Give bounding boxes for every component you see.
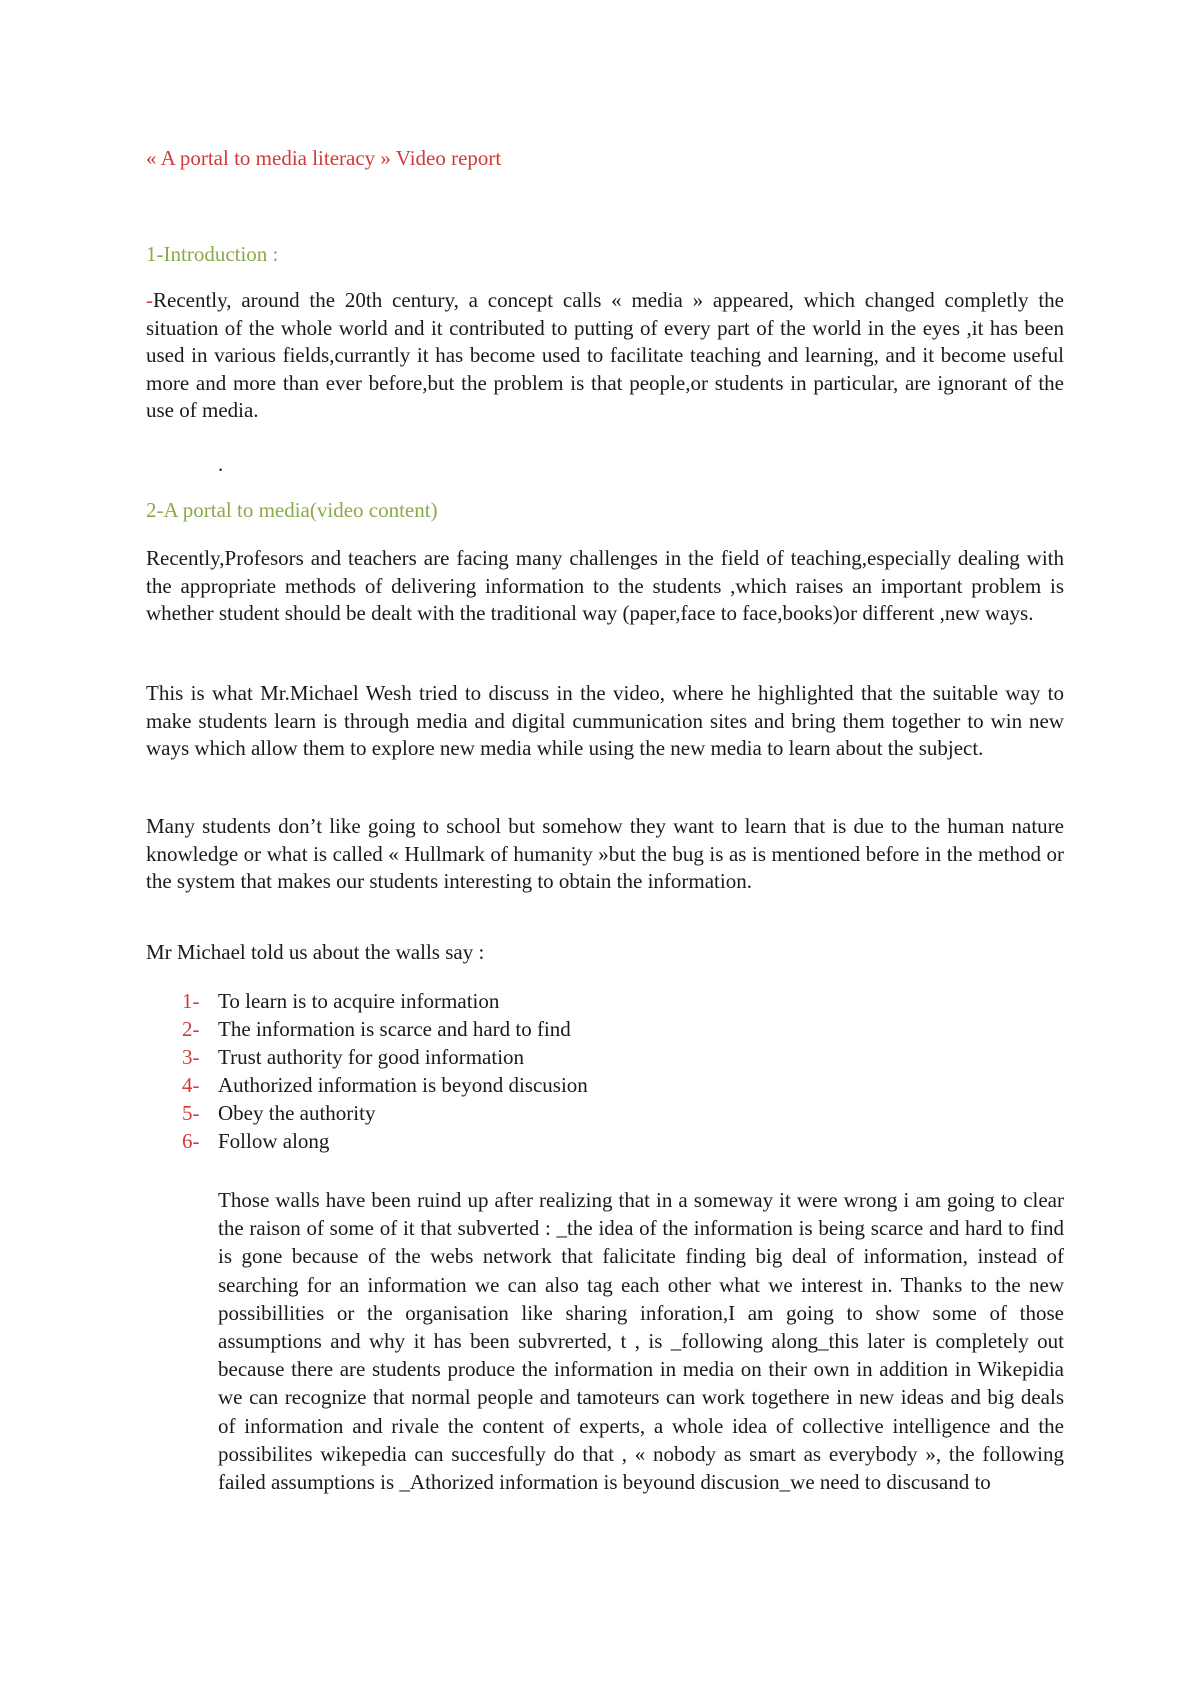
list-item xyxy=(182,987,588,1015)
list-text: Obey the authority xyxy=(218,1101,376,1125)
introduction-text: Recently, around the 20th century, a concept calls « media » appeared, which changed completly the situation of the whole world and it contributed to putting of every part of the world in the eyes ,it has been used in various fields,currantly it has become used to facilitate teaching and learning, and it become useful more and more than ever before,but the problem is that people,or students in particular, are ignorant of the use of media. xyxy=(146,288,1064,422)
list-text: The information is scarce and hard to find xyxy=(218,1017,571,1041)
section-heading-portal: 2-A portal to media(video content) xyxy=(146,498,438,522)
list-number: 3- xyxy=(182,1045,200,1069)
list-number: 4- xyxy=(182,1073,200,1097)
list-text: Follow along xyxy=(218,1129,330,1153)
section-heading-introduction: 1-Introduction : xyxy=(146,242,279,266)
list-number: 5- xyxy=(182,1101,200,1125)
body-paragraph: This is what Mr.Michael Wesh tried to discuss in the video, where he highlighted that the suitable way to make students learn is through media and digital cummunication sites and bring them together to win new ways which allow them to explore new media while using the new media to learn about the subject. xyxy=(146,681,1064,760)
list-number: 2- xyxy=(182,1017,200,1041)
introduction-paragraph xyxy=(146,287,1064,425)
document-title: « A portal to media literacy » Video report xyxy=(146,146,502,170)
dash-mark: - xyxy=(146,288,153,312)
list-item xyxy=(182,1015,588,1043)
list-text: Trust authority for good information xyxy=(218,1045,525,1069)
stray-dot: . xyxy=(218,452,224,476)
list-number: 6- xyxy=(182,1129,200,1153)
list-item xyxy=(182,1099,588,1127)
list-item xyxy=(182,1071,588,1099)
list-text: Authorized information is beyond discusion xyxy=(218,1073,588,1097)
walls-list xyxy=(182,987,588,1155)
walls-discussion-paragraph: Those walls have been ruind up after realizing that in a someway it were wrong i am going to clear the raison of some of it that subverted : _the idea of the information is being scarce and hard to find is gone because of the webs network that falicitate finding big deal of information, instead of searching for an information we can also tag each other what we interest in. Thanks to the new possibillities or the organisation like sharing inforation,I am going to show some of those assumptions and why it has been subvrerted, t , is _following along_this later is completely out because there are students produce the information in media on their own in addition in Wikepidia we can recognize that normal people and tamoteurs can work togethere in new ideas and big deals of information and rivale the content of experts, a whole idea of collective intelligence and the possibilites wikepedia can succesfully do that , « nobody as smart as everybody », the following failed assumptions is _Athorized information is beyound discusion_we need to discusand to xyxy=(218,1188,1064,1495)
list-item xyxy=(182,1127,588,1155)
list-item xyxy=(182,1043,588,1071)
list-text: To learn is to acquire information xyxy=(218,989,500,1013)
walls-intro: Mr Michael told us about the walls say : xyxy=(146,940,485,964)
list-number: 1- xyxy=(182,989,200,1013)
body-paragraph: Recently,Profesors and teachers are facing many challenges in the field of teaching,especially dealing with the appropriate methods of delivering information to the students ,which raises an important problem is whether student should be dealt with the traditional way (paper,face to face,books)or different ,new ways. xyxy=(146,546,1064,625)
body-paragraph: Many students don’t like going to school but somehow they want to learn that is due to the human nature knowledge or what is called « Hullmark of humanity »but the bug is as is mentioned before in the method or the system that makes our students interesting to obtain the information. xyxy=(146,814,1064,893)
